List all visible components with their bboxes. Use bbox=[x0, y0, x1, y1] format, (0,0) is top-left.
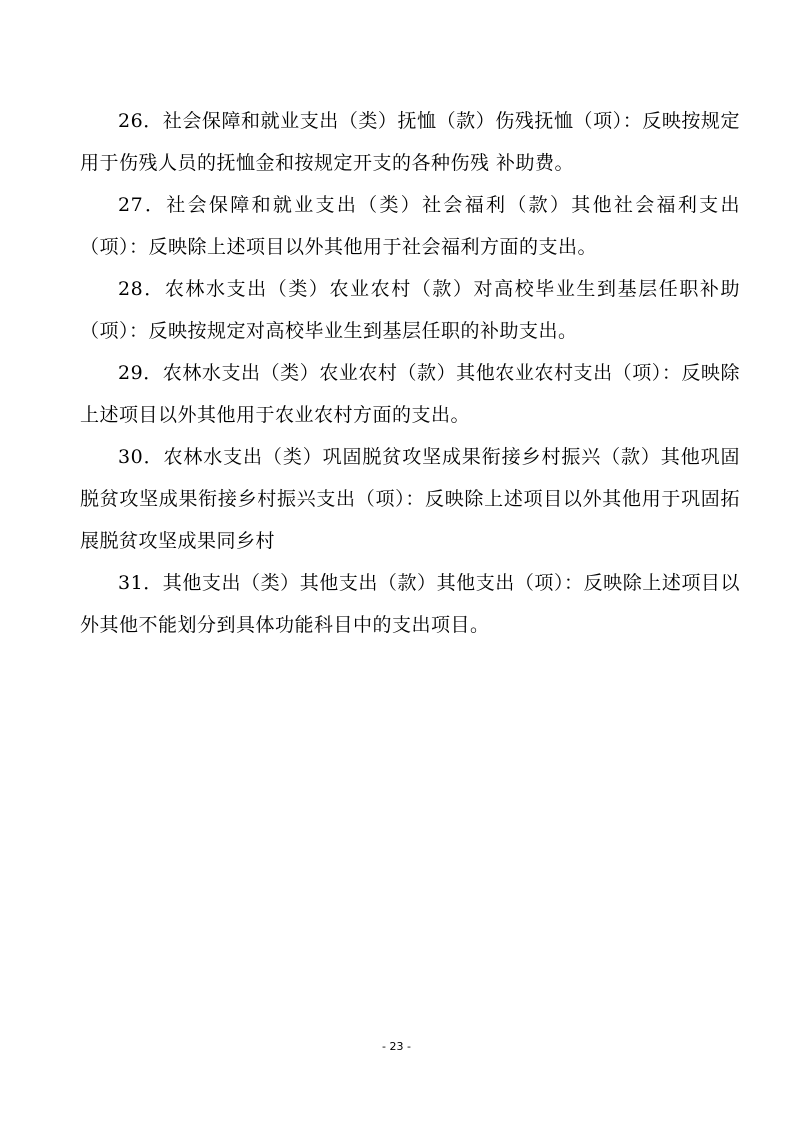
paragraph-27: 27．社会保障和就业支出（类）社会福利（款）其他社会福利支出（项）：反映除上述项目以外其他用于社会福利方面的支出。 bbox=[80, 194, 740, 258]
document-body bbox=[80, 100, 740, 646]
paragraph-28: 28．农林水支出（类）农业农村（款）对高校毕业生到基层任职补助（项）：反映按规定对高校毕业生到基层任职的补助支出。 bbox=[80, 278, 740, 342]
paragraph-30: 30．农林水支出（类）巩固脱贫攻坚成果衔接乡村振兴（款）其他巩固脱贫攻坚成果衔接乡村振兴支出（项）：反映除上述项目以外其他用于巩固拓展脱贫攻坚成果同乡村 bbox=[80, 446, 740, 552]
paragraph-31: 31．其他支出（类）其他支出（款）其他支出（项）：反映除上述项目以外其他不能划分到具体功能科目中的支出项目。 bbox=[80, 572, 740, 636]
paragraph-29: 29．农林水支出（类）农业农村（款）其他农业农村支出（项）：反映除上述项目以外其他用于农业农村方面的支出。 bbox=[80, 362, 740, 426]
page-number: - 23 - bbox=[382, 1040, 411, 1053]
paragraph-26: 26．社会保障和就业支出（类）抚恤（款）伤残抚恤（项）：反映按规定用于伤残人员的抚恤金和按规定开支的各种伤残 补助费。 bbox=[80, 110, 740, 174]
